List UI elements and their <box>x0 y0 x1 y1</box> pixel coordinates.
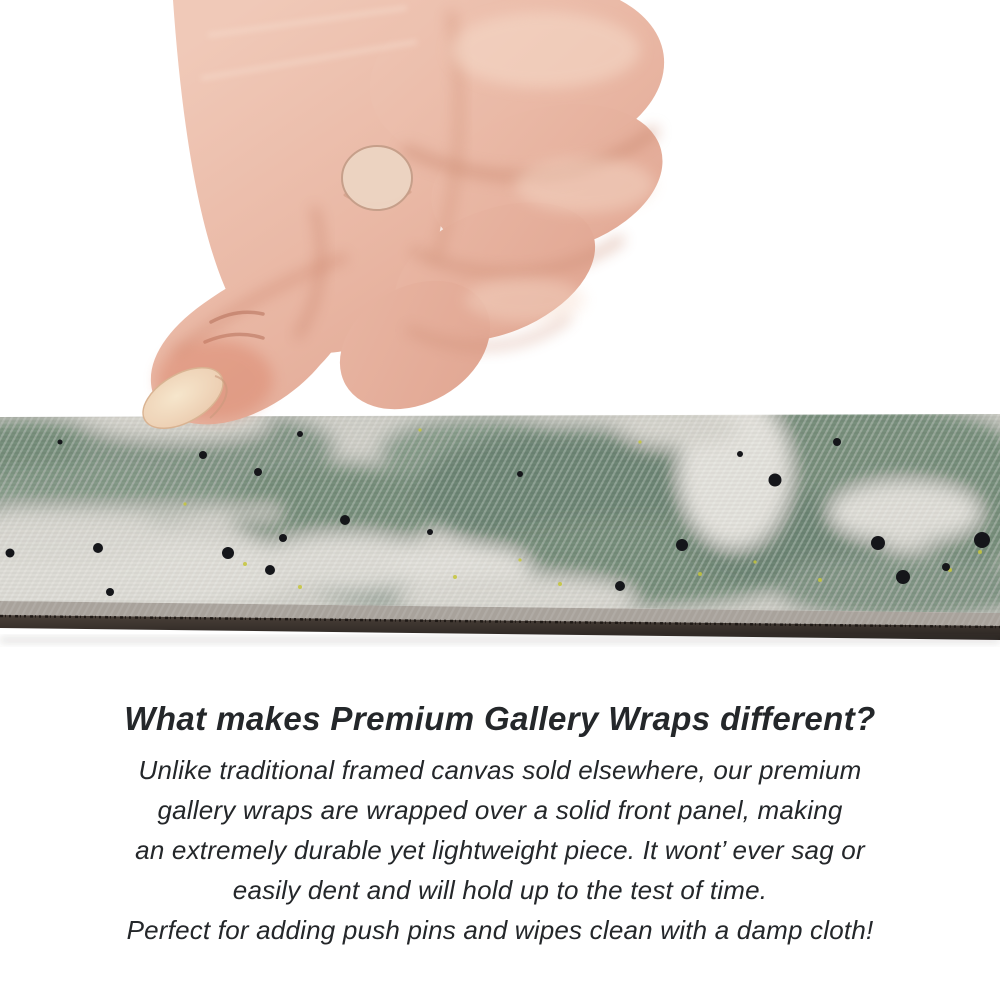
info-text-block <box>0 698 1000 950</box>
info-line-4: easily dent and will hold up to the test of time. <box>232 875 768 905</box>
info-line-3: an extremely durable yet lightweight piece. It wont’ ever sag or <box>135 835 865 865</box>
info-heading: What makes Premium Gallery Wraps different? <box>124 700 876 737</box>
info-line-1: Unlike traditional framed canvas sold elsewhere, our premium <box>138 755 862 785</box>
panel-shadow <box>0 638 1000 644</box>
index-fingernail <box>342 146 412 210</box>
info-line-5: Perfect for adding push pins and wipes clean with a damp cloth! <box>126 915 874 945</box>
info-line-2: gallery wraps are wrapped over a solid front panel, making <box>157 795 843 825</box>
hand-pressing-thumb <box>115 0 685 450</box>
